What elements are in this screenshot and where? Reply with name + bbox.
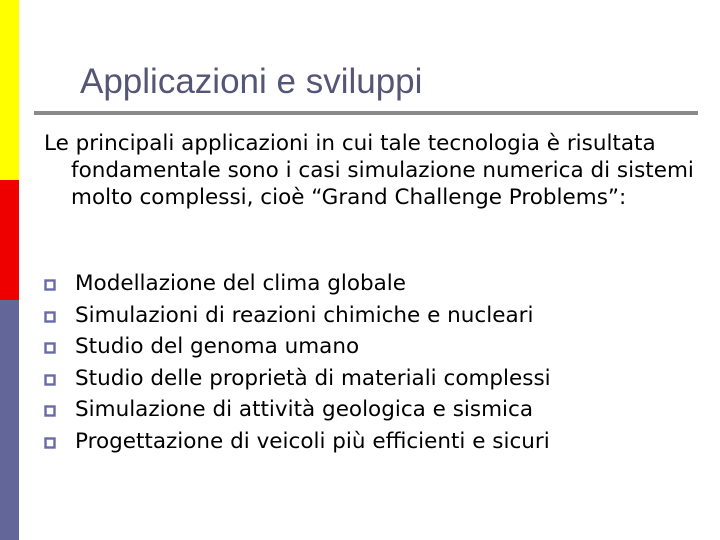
side-band-yellow bbox=[0, 0, 19, 180]
intro-paragraph: Le principali applicazioni in cui tale tecnologia è risultata fondamentale sono i casi simulazione numerica di sistemi molto complessi, cioè “Grand Challenge Problems”: bbox=[44, 131, 694, 210]
square-bullet-icon bbox=[44, 279, 56, 291]
square-bullet-icon bbox=[44, 374, 56, 386]
list-item bbox=[44, 394, 551, 426]
list-item-text: Modellazione del clima globale bbox=[75, 271, 407, 296]
list-item bbox=[44, 331, 551, 363]
side-band-red bbox=[0, 180, 19, 300]
square-bullet-icon bbox=[44, 405, 56, 417]
list-item bbox=[44, 426, 551, 458]
square-bullet-icon bbox=[44, 342, 56, 354]
square-bullet-icon bbox=[44, 311, 56, 323]
list-item-text: Studio delle proprietà di materiali complessi bbox=[75, 365, 551, 391]
list-item bbox=[44, 268, 551, 300]
bullet-list bbox=[44, 268, 551, 457]
slide-title: Applicazioni e sviluppi bbox=[80, 62, 423, 101]
title-underline bbox=[34, 111, 698, 115]
square-bullet-icon bbox=[44, 437, 56, 449]
list-item-text: Progettazione di veicoli più efficienti e sicuri bbox=[75, 428, 550, 454]
list-item-text: Simulazione di attività geologica e sismica bbox=[75, 397, 533, 422]
list-item-text: Simulazioni di reazioni chimiche e nucleari bbox=[75, 302, 534, 328]
list-item-text: Studio del genoma umano bbox=[75, 334, 360, 359]
list-item bbox=[44, 363, 551, 395]
side-band-navy bbox=[0, 300, 19, 540]
list-item bbox=[44, 300, 551, 332]
